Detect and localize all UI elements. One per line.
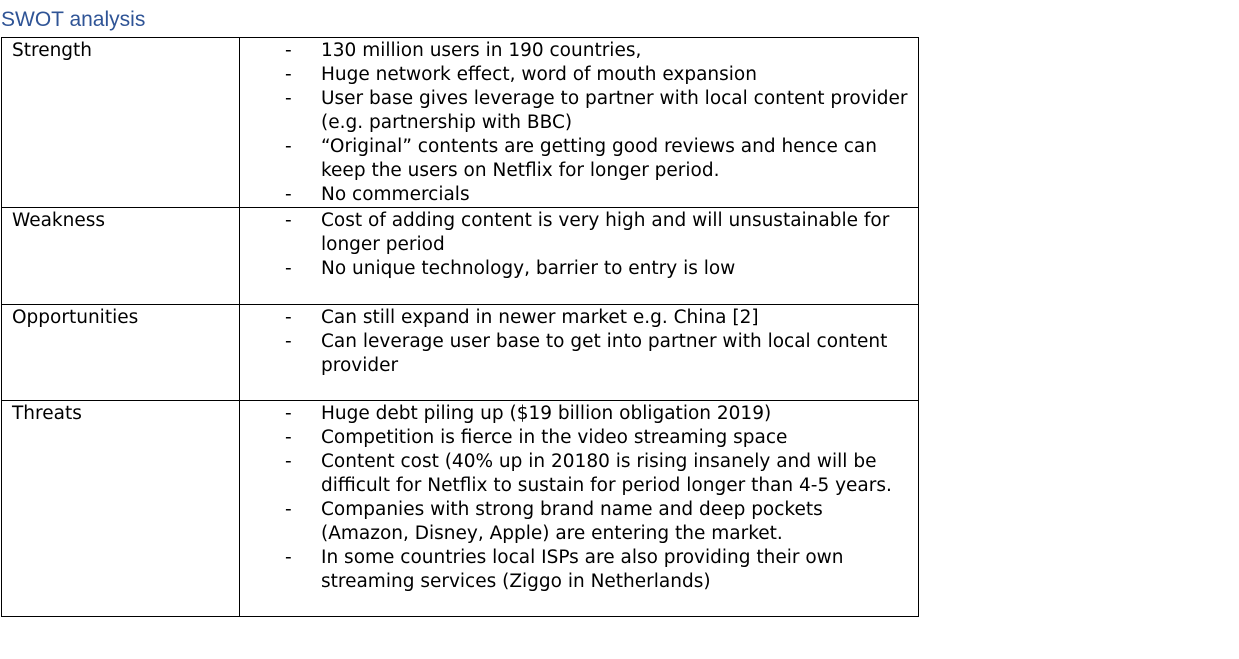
swot-point: [240, 87, 908, 135]
swot-point: [240, 426, 908, 450]
bullet-dash: -: [285, 210, 292, 231]
bullet-dash: -: [285, 331, 292, 352]
swot-point-text: Companies with strong brand name and deep pockets (Amazon, Disney, Apple) are entering the market.: [321, 499, 823, 544]
swot-point-text: Competition is fierce in the video streaming space: [321, 427, 788, 448]
swot-label-cell: [2, 401, 240, 617]
swot-table: [1, 37, 919, 617]
bullet-dash: -: [285, 184, 292, 205]
swot-point-text: No commercials: [321, 184, 470, 205]
swot-points-list-weakness: [240, 208, 918, 281]
swot-points-cell: [240, 305, 919, 401]
swot-points-list-threats: [240, 401, 918, 594]
swot-row-threats: [2, 401, 919, 617]
swot-point-text: 130 million users in 190 countries,: [321, 40, 642, 61]
swot-points-cell: [240, 401, 919, 617]
swot-label-cell: [2, 208, 240, 305]
bullet-dash: -: [285, 427, 292, 448]
swot-label-strength: Strength: [12, 40, 93, 61]
swot-point: [240, 306, 908, 330]
swot-point-text: In some countries local ISPs are also providing their own streaming services (Ziggo in Netherlands): [321, 547, 844, 592]
bullet-dash: -: [285, 307, 292, 328]
swot-point-text: Huge network effect, word of mouth expansion: [321, 64, 757, 85]
swot-label-opportunities: Opportunities: [12, 307, 139, 328]
swot-point: [240, 498, 908, 546]
swot-point: [240, 63, 908, 87]
swot-points-cell: [240, 38, 919, 208]
bullet-dash: -: [285, 499, 292, 520]
bullet-dash: -: [285, 88, 292, 109]
swot-row-opportunities: [2, 305, 919, 401]
swot-point-text: Cost of adding content is very high and will unsustainable for longer period: [321, 210, 890, 255]
swot-point: [240, 330, 908, 378]
swot-point: [240, 257, 908, 281]
swot-row-weakness: [2, 208, 919, 305]
swot-label-cell: [2, 305, 240, 401]
bullet-dash: -: [285, 40, 292, 61]
swot-label-cell: [2, 38, 240, 208]
swot-point-text: “Original” contents are getting good reviews and hence can keep the users on Netflix for longer period.: [321, 136, 877, 181]
swot-row-strength: [2, 38, 919, 208]
bullet-dash: -: [285, 451, 292, 472]
swot-point-text: User base gives leverage to partner with local content provider (e.g. partnership with BBC): [321, 88, 908, 133]
swot-point: [240, 209, 908, 257]
swot-point: [240, 135, 908, 183]
swot-label-threats: Threats: [12, 403, 82, 424]
swot-point: [240, 39, 908, 63]
swot-label-weakness: Weakness: [12, 210, 106, 231]
swot-point: [240, 546, 908, 594]
bullet-dash: -: [285, 64, 292, 85]
swot-points-list-opportunities: [240, 305, 918, 378]
swot-point-text: Can leverage user base to get into partner with local content provider: [321, 331, 888, 376]
document-heading: SWOT analysis: [1, 8, 146, 31]
bullet-dash: -: [285, 136, 292, 157]
swot-point: [240, 402, 908, 426]
bullet-dash: -: [285, 403, 292, 424]
swot-point: [240, 183, 908, 207]
swot-points-list-strength: [240, 38, 918, 207]
bullet-dash: -: [285, 547, 292, 568]
bullet-dash: -: [285, 258, 292, 279]
swot-point: [240, 450, 908, 498]
swot-points-cell: [240, 208, 919, 305]
swot-point-text: Can still expand in newer market e.g. China [2]: [321, 307, 759, 328]
swot-point-text: Content cost (40% up in 20180 is rising insanely and will be difficult for Netflix to sustain for period longer than 4-5 years.: [321, 451, 892, 496]
swot-point-text: Huge debt piling up ($19 billion obligation 2019): [321, 403, 772, 424]
swot-point-text: No unique technology, barrier to entry is low: [321, 258, 736, 279]
